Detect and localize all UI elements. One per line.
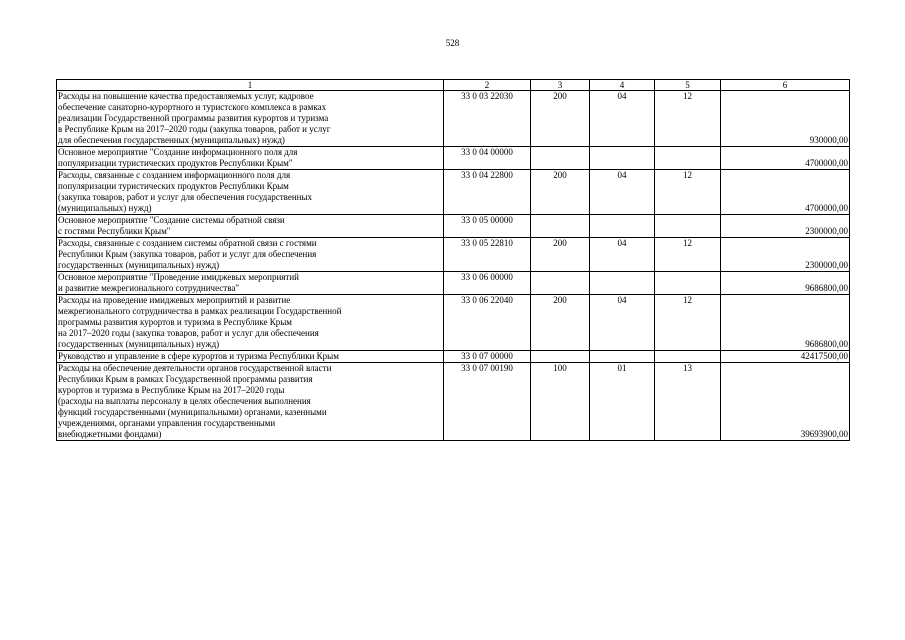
table-header-row (57, 80, 850, 91)
table-row (57, 147, 850, 170)
row-subsection-cell: 12 (655, 295, 721, 351)
row-expense-type-cell: 200 (531, 170, 590, 215)
row-sum-cell: 4700000,00 (721, 147, 850, 170)
row-section-cell: 04 (590, 91, 655, 147)
row-subsection-cell: 12 (655, 238, 721, 272)
row-name-cell: Расходы, связанные с созданием информационного поля для популяризации туристических продуктов Республики Крым (закупка товаров, работ и услуг для обеспечения государственных (муниципальных) нужд) (57, 170, 444, 215)
header-cell-1: 1 (57, 80, 444, 91)
row-subsection-cell: 12 (655, 170, 721, 215)
row-sum-cell: 930000,00 (721, 91, 850, 147)
row-expense-type-cell (531, 147, 590, 170)
row-sum-cell: 2300000,00 (721, 215, 850, 238)
row-name-cell: Руководство и управление в сфере курортов и туризма Республики Крым (57, 351, 444, 363)
row-code-cell: 33 0 07 00190 (444, 363, 531, 441)
row-expense-type-cell (531, 351, 590, 363)
row-section-cell (590, 272, 655, 295)
row-section-cell (590, 147, 655, 170)
row-code-cell: 33 0 06 00000 (444, 272, 531, 295)
row-subsection-cell (655, 351, 721, 363)
row-subsection-cell (655, 215, 721, 238)
table-row (57, 295, 850, 351)
row-section-cell (590, 215, 655, 238)
row-expense-type-cell: 100 (531, 363, 590, 441)
row-section-cell: 04 (590, 170, 655, 215)
row-sum-cell: 9686800,00 (721, 272, 850, 295)
table-row (57, 215, 850, 238)
row-code-cell: 33 0 04 00000 (444, 147, 531, 170)
row-code-cell: 33 0 05 22810 (444, 238, 531, 272)
row-expense-type-cell: 200 (531, 91, 590, 147)
table-row (57, 363, 850, 441)
row-code-cell: 33 0 06 22040 (444, 295, 531, 351)
table-row (57, 91, 850, 147)
row-name-cell: Основное мероприятие "Проведение имиджевых мероприятий и развитие межрегионального сотрудничества" (57, 272, 444, 295)
header-cell-2: 2 (444, 80, 531, 91)
row-expense-type-cell: 200 (531, 295, 590, 351)
row-sum-cell: 39693900,00 (721, 363, 850, 441)
row-name-cell: Расходы на проведение имиджевых мероприятий и развитие межрегионального сотрудничества в рамках реализации Государственной программы развития курортов и туризма в Республике Крым на 2017–2020 годы (закупка товаров, работ и услуг для обеспечения государственных (муниципальных) нужд) (57, 295, 444, 351)
page-number: 528 (445, 38, 460, 48)
row-sum-cell: 42417500,00 (721, 351, 850, 363)
table-row (57, 351, 850, 363)
row-section-cell: 04 (590, 295, 655, 351)
header-cell-4: 4 (590, 80, 655, 91)
row-code-cell: 33 0 07 00000 (444, 351, 531, 363)
budget-table (56, 79, 850, 441)
row-subsection-cell (655, 272, 721, 295)
row-name-cell: Основное мероприятие "Создание информационного поля для популяризации туристических продуктов Республики Крым" (57, 147, 444, 170)
row-subsection-cell: 13 (655, 363, 721, 441)
row-sum-cell: 9686800,00 (721, 295, 850, 351)
row-section-cell: 04 (590, 238, 655, 272)
row-section-cell: 01 (590, 363, 655, 441)
row-code-cell: 33 0 04 22800 (444, 170, 531, 215)
row-code-cell: 33 0 03 22030 (444, 91, 531, 147)
table-row (57, 238, 850, 272)
row-section-cell (590, 351, 655, 363)
row-name-cell: Расходы на повышение качества предоставляемых услуг, кадровое обеспечение санаторно-курортного и туристского комплекса в рамках реализации Государственной программы развития курортов и туризма в Республике Крым на 2017–2020 годы (закупка товаров, работ и услуг для обеспечения государственных (муниципальных) нужд) (57, 91, 444, 147)
row-sum-cell: 4700000,00 (721, 170, 850, 215)
row-name-cell: Расходы, связанные с созданием системы обратной связи с гостями Республики Крым (закупка товаров, работ и услуг для обеспечения государственных (муниципальных) нужд) (57, 238, 444, 272)
row-expense-type-cell (531, 272, 590, 295)
header-cell-3: 3 (531, 80, 590, 91)
row-subsection-cell (655, 147, 721, 170)
row-subsection-cell: 12 (655, 91, 721, 147)
table-row (57, 170, 850, 215)
row-name-cell: Расходы на обеспечение деятельности органов государственной власти Республики Крым в рамках Государственной программы развития курортов и туризма в Республике Крым на 2017–2020 годы (расходы на выплаты персоналу в целях обеспечения выполнения функций государственными (муниципальными) органами, казенными учреждениями, органами управления государственными внебюджетными фондами) (57, 363, 444, 441)
row-sum-cell: 2300000,00 (721, 238, 850, 272)
row-code-cell: 33 0 05 00000 (444, 215, 531, 238)
header-cell-5: 5 (655, 80, 721, 91)
header-cell-6: 6 (721, 80, 850, 91)
table-row (57, 272, 850, 295)
row-name-cell: Основное мероприятие "Создание системы обратной связи с гостями Республики Крым" (57, 215, 444, 238)
row-expense-type-cell: 200 (531, 238, 590, 272)
row-expense-type-cell (531, 215, 590, 238)
